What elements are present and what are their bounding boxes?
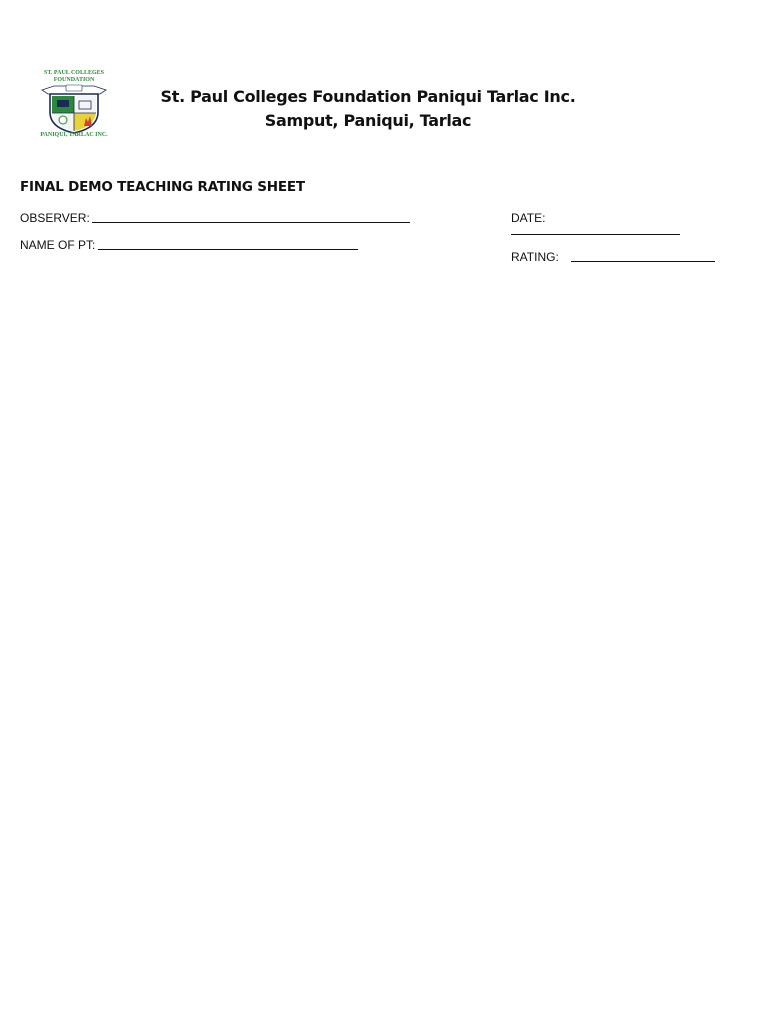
rating-label: RATING: bbox=[511, 250, 559, 264]
school-logo bbox=[36, 68, 112, 144]
shield-icon bbox=[40, 82, 108, 134]
sheet-title: FINAL DEMO TEACHING RATING SHEET bbox=[20, 179, 305, 195]
observer-field[interactable] bbox=[92, 222, 410, 223]
name-of-pt-label: NAME OF PT: bbox=[20, 238, 96, 252]
name-of-pt-field[interactable] bbox=[98, 249, 358, 250]
logo-text-top-2: FOUNDATION bbox=[53, 77, 95, 83]
observer-label: OBSERVER: bbox=[20, 211, 90, 225]
rating-field[interactable] bbox=[571, 261, 715, 262]
date-label: DATE: bbox=[511, 211, 546, 225]
date-field[interactable] bbox=[511, 234, 680, 235]
school-address: Samput, Paniqui, Tarlac bbox=[264, 111, 472, 130]
school-name: St. Paul Colleges Foundation Paniqui Tarlac Inc. bbox=[160, 87, 576, 106]
logo-text-bottom: PANIQUI, TARLAC INC. bbox=[40, 132, 108, 138]
logo-text-top-1: ST. PAUL COLLEGES bbox=[44, 70, 104, 76]
